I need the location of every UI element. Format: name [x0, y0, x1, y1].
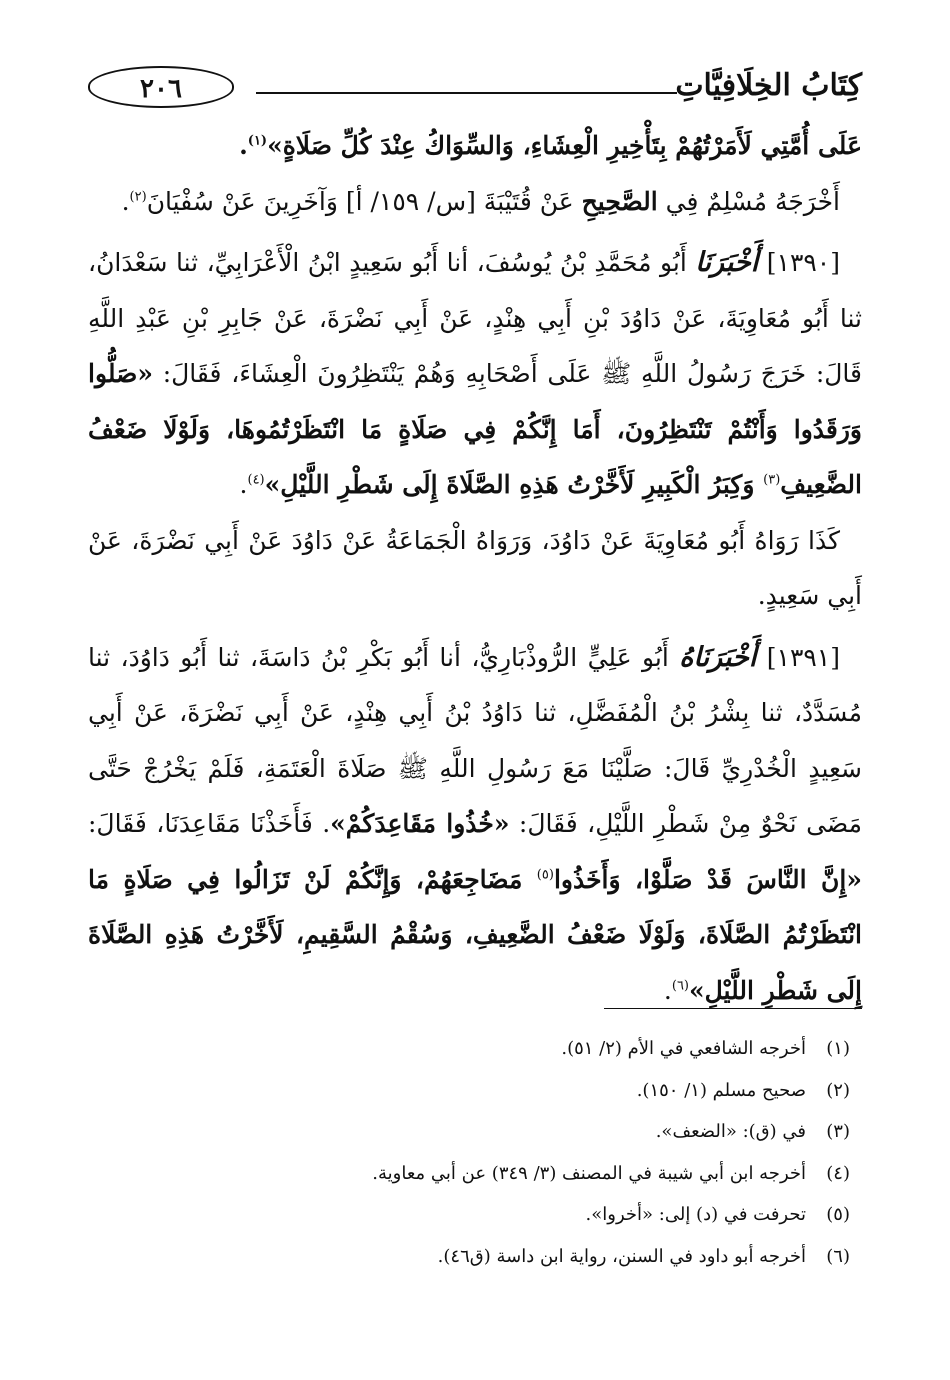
footnote-item — [88, 1070, 850, 1112]
paragraph-hadith-end — [88, 118, 862, 174]
footnote-number: (٥) — [826, 1204, 850, 1225]
hadith-number: [١٣٩١] — [756, 642, 840, 672]
main-text — [88, 118, 862, 1018]
footnote-item — [88, 1111, 850, 1153]
punctuation: . — [239, 470, 248, 499]
footnote-separator — [604, 1008, 862, 1009]
header-rule — [256, 92, 677, 94]
footnote-ref: (٤) — [247, 472, 265, 488]
running-header — [88, 62, 862, 112]
footnote-number: (٣) — [826, 1121, 850, 1142]
footnote-number: (٤) — [826, 1162, 850, 1184]
page-number: ٢٠٦ — [88, 66, 234, 108]
punctuation: . — [239, 131, 248, 160]
paragraph-hadith-1391 — [88, 630, 862, 1019]
isnad-text: أَبُو مُحَمَّدِ بْنُ يُوسُفَ، أنا أَبُو سَعِيدٍ ابْنُ الْأَعْرَابِيِّ، ثنا سَعْدَانُ، ثنا أَبُو مُعَاوِيَةَ، عَنْ دَاوُدَ بْنِ أَبِي هِنْدٍ، عَنْ أَبِي نَضْرَةَ، عَنْ جَابِرِ بْنِ عَبْدِ اللَّهِ قَالَ: خَرَجَ رَسُولُ اللَّهِ ﷺ عَلَى أَصْحَابِهِ وَهُمْ يَنْتَظِرُونَ الْعِشَاءَ، فَقَالَ: — [88, 248, 862, 388]
paragraph-takhrij — [88, 174, 862, 230]
footnote-ref: (١) — [247, 133, 268, 149]
isnad-text: أَبُو عَلِيٍّ الرُّوذْبَارِيُّ، أنا أَبُو بَكْرِ بْنُ دَاسَةَ، ثنا أَبُو دَاوُدَ، ثنا مُسَدَّدٌ، ثنا بِشْرُ بْنُ الْمُفَضَّلِ، ثنا دَاوُدُ بْنُ أَبِي هِنْدٍ، عَنْ أَبِي نَضْرَةَ، عَنْ أَبِي سَعِيدٍ الْخُدْرِيِّ قَالَ: صَلَّيْنَا مَعَ رَسُولِ اللَّهِ ﷺ صَلَاةَ الْعَتَمَةِ، فَلَمْ يَخْرُجْ حَتَّى مَضَى نَحْوٌ مِنْ شَطْرِ اللَّيْلِ، فَقَالَ: — [88, 642, 862, 838]
footnote-text: في (ق): «الضعف». — [655, 1121, 806, 1142]
matn-text: «صَلُّوا وَرَقَدُوا وَأَنْتُمْ تَنْتَظِرُونَ، أَمَا إِنَّكُمْ فِي صَلَاةٍ مَا انْتَظَرْتُمُوهَا، وَلَوْلَا ضَعْفُ الضَّعِيفِ — [88, 359, 862, 499]
footnote-item — [88, 1153, 850, 1195]
takhrij-text: أَخْرَجَهُ مُسْلِمٌ فِي — [657, 186, 840, 216]
footnote-ref: (٣) — [763, 472, 781, 488]
footnote-text: صحيح مسلم (١/ ١٥٠). — [636, 1079, 806, 1101]
footnote-item — [88, 1236, 850, 1278]
hadith-lead-word: أَخْبَرَنَا — [695, 247, 759, 278]
footnote-text: أخرجه الشافعي في الأم (٢/ ٥١). — [561, 1038, 806, 1059]
book-name: الصَّحِيحِ — [581, 186, 658, 216]
matn-text: «خُذُوا مَقَاعِدَكُمْ» — [330, 809, 510, 838]
narration-text: . فَأَخَذْنَا مَقَاعِدَنَا، فَقَالَ: — [88, 809, 331, 838]
footnote-text: أخرجه أبو داود في السنن، رواية ابن داسة (ق٤٦). — [437, 1245, 806, 1267]
hadith-number: [١٣٩٠] — [758, 248, 840, 277]
paragraph-hadith-1390 — [88, 235, 862, 513]
footnote-ref: (٥) — [536, 867, 554, 883]
punctuation: . — [121, 186, 130, 216]
matn-text: «إِنَّ النَّاسَ قَدْ صَلَّوْا، وَأَخَذُوا — [553, 864, 862, 894]
footnote-number: (٦) — [826, 1245, 850, 1267]
book-title: كِتَابُ الخِلَافِيَّاتِ — [675, 68, 862, 103]
footnote-item — [88, 1028, 850, 1070]
hadith-text: عَلَى أُمَّتِي لَأَمَرْتُهُمْ بِتَأْخِيرِ الْعِشَاءِ، وَالسِّوَاكُ عِنْدَ كُلِّ صَلَاةٍ» — [267, 131, 862, 160]
commentary-text: كَذَا رَوَاهُ أَبُو مُعَاوِيَةَ عَنْ دَاوُدَ، وَرَوَاهُ الْجَمَاعَةُ عَنْ دَاوُدَ عَنْ أَبِي نَضْرَةَ، عَنْ أَبِي سَعِيدٍ. — [88, 525, 862, 610]
footnote-item — [88, 1194, 850, 1236]
footnote-number: (٢) — [826, 1079, 850, 1101]
footnote-number: (١) — [826, 1038, 850, 1059]
footnote-ref: (٢) — [129, 189, 147, 205]
hadith-lead-word: أَخْبَرَنَاهُ — [679, 641, 757, 673]
matn-text: مَضَاجِعَهُمْ، وَإِنَّكُمْ لَنْ تَزَالُوا فِي صَلَاةٍ مَا انْتَظَرْتُمُ الصَّلَاةَ، وَلَوْلَا ضَعْفُ الضَّعِيفِ، وَسُقْمُ السَّقِيمِ، لَأَخَّرْتُ هَذِهِ الصَّلَاةَ إِلَى شَطْرِ اللَّيْلِ» — [88, 864, 862, 1005]
footnote-text: تحرفت في (د) إلى: «أخروا». — [585, 1204, 806, 1225]
footnote-text: أخرجه ابن أبي شيبة في المصنف (٣/ ٣٤٩) عن أبي معاوية. — [372, 1162, 806, 1184]
footnotes — [88, 1028, 850, 1277]
punctuation: . — [663, 975, 672, 1005]
footnote-ref: (٦) — [671, 978, 689, 994]
takhrij-text: عَنْ قُتَيْبَةَ [س/ ١٥٩/ أ] وَآخَرِينَ عَنْ سُفْيَانَ — [146, 186, 582, 216]
paragraph-commentary — [88, 513, 862, 624]
matn-text: وَكِبَرُ الْكَبِيرِ لَأَخَّرْتُ هَذِهِ الصَّلَاةَ إِلَى شَطْرِ اللَّيْلِ» — [264, 470, 764, 499]
